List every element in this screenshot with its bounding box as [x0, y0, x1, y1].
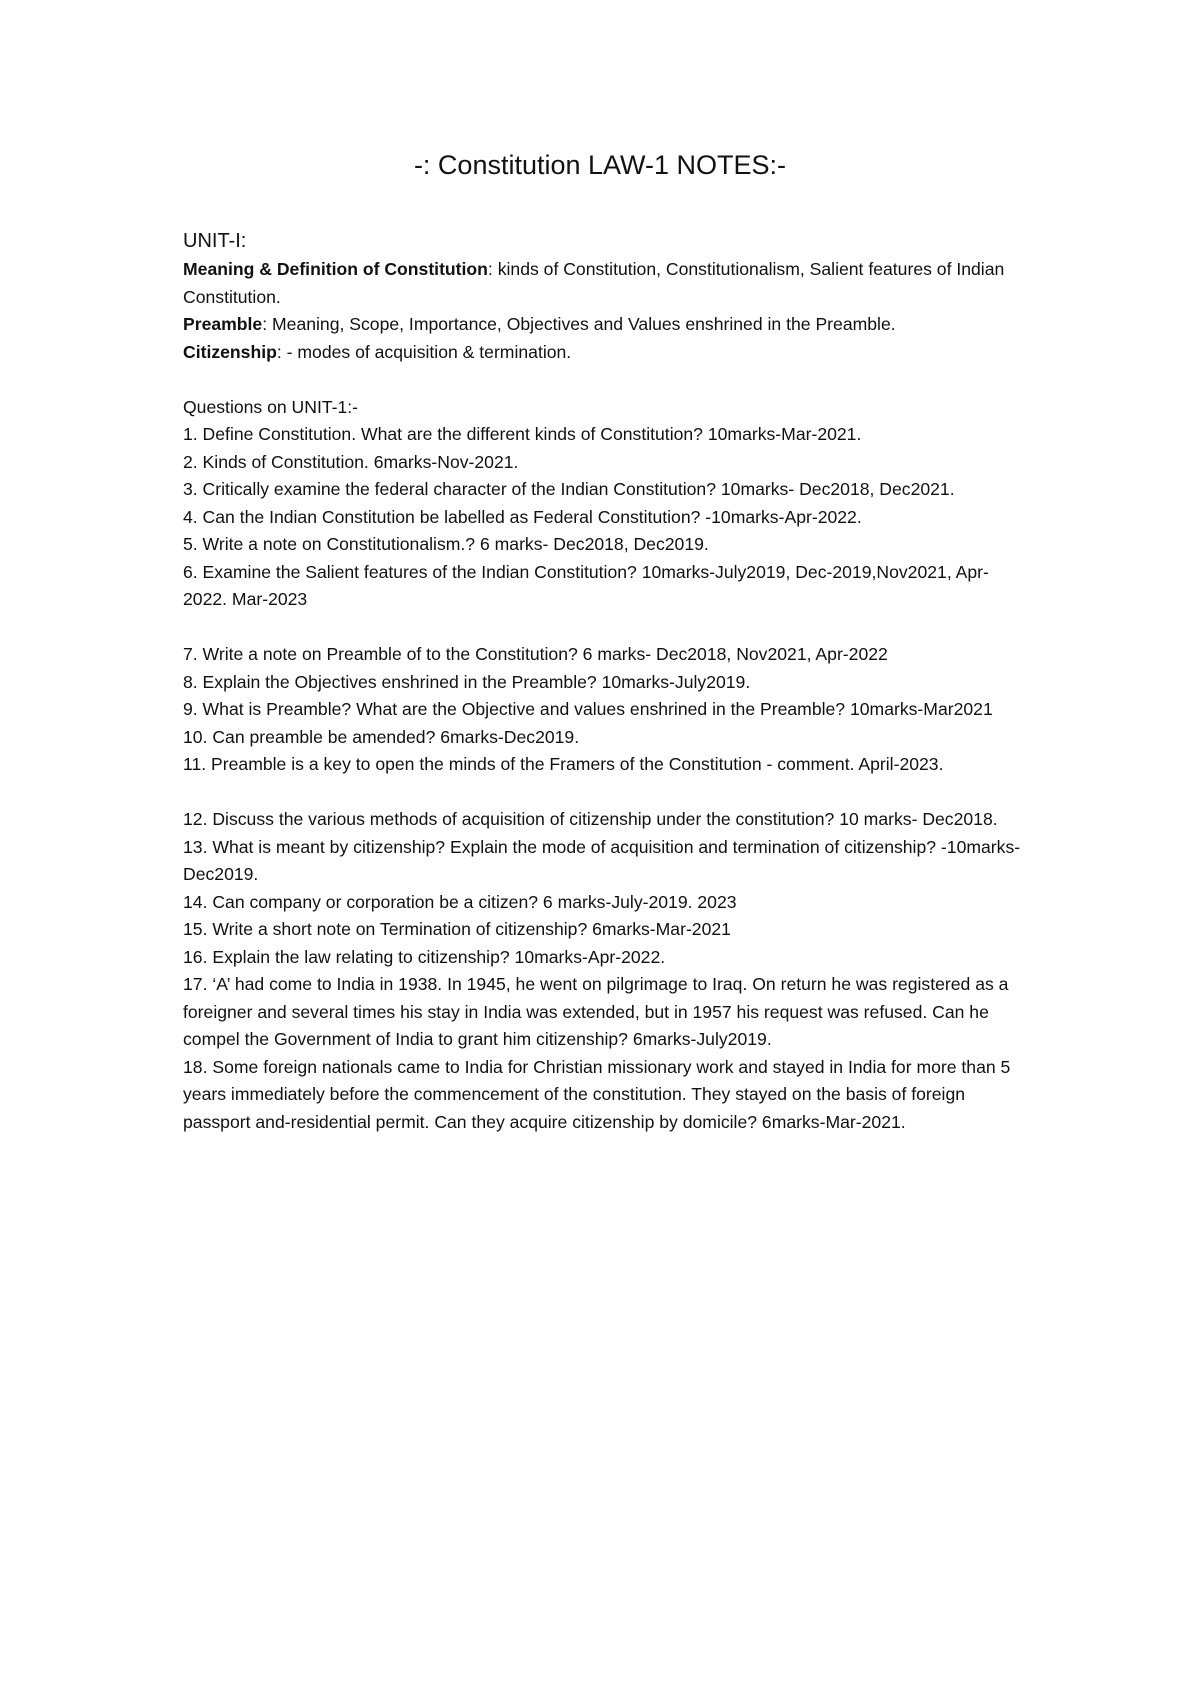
question-item: 8. Explain the Objectives enshrined in the Preamble? 10marks-July2019.: [183, 671, 751, 692]
unit-heading: UNIT-I:: [183, 230, 247, 252]
spacer: [183, 366, 1023, 394]
topic-definition: [183, 256, 1023, 311]
question-item: 14. Can company or corporation be a citizen? 6 marks-July-2019. 2023: [183, 891, 737, 912]
question-item: 2. Kinds of Constitution. 6marks-Nov-2021.: [183, 451, 519, 472]
question-item: 13. What is meant by citizenship? Explain the mode of acquisition and termination of citizenship? -10marks-Dec2019.: [183, 836, 1021, 884]
topic-text: Meaning, Scope, Importance, Objectives and Values enshrined in the Preamble.: [267, 314, 896, 334]
question-item: 9. What is Preamble? What are the Objective and values enshrined in the Preamble? 10marks-Mar2021: [183, 699, 993, 719]
topic-citizenship: [183, 339, 1023, 367]
topic-label: Citizenship: [183, 341, 277, 362]
topic-text: modes of acquisition & termination.: [292, 341, 572, 362]
topic-preamble: [183, 311, 1023, 339]
question-group-preamble: [183, 641, 1023, 779]
topic-separator: :: [262, 314, 268, 334]
question-item: 16. Explain the law relating to citizenship? 10marks-Apr-2022.: [183, 946, 666, 967]
topic-label: Meaning & Definition of Constitution: [183, 259, 488, 279]
question-item: 5. Write a note on Constitutionalism.? 6 marks- Dec2018, Dec2019.: [183, 534, 709, 554]
question-item: 1. Define Constitution. What are the different kinds of Constitution? 10marks-Mar-2021.: [183, 424, 862, 444]
questions-heading: Questions on UNIT-1:-: [183, 396, 359, 417]
question-item: 3. Critically examine the federal character of the Indian Constitution? 10marks- Dec2018, Dec2021.: [183, 479, 955, 499]
question-item: 12. Discuss the various methods of acquisition of citizenship under the constitution? 10 marks- Dec2018.: [183, 809, 998, 829]
question-item: 10. Can preamble be amended? 6marks-Dec2019.: [183, 726, 580, 747]
page-title: -: Constitution LAW-1 NOTES:-: [413, 150, 787, 180]
spacer: [183, 779, 1023, 807]
question-item: 6. Examine the Salient features of the Indian Constitution? 10marks-July2019, Dec-2019,Nov2021, Apr-2022. Mar-2023: [183, 561, 989, 609]
topic-label: Preamble: [183, 314, 263, 334]
topic-separator: :: [487, 259, 493, 279]
question-item: 18. Some foreign nationals came to India for Christian missionary work and stayed in India for more than 5 years immediately before the commencement of the constitution. They stayed on the basis of foreign passport and-residential permit. Can they acquire citizenship by domicile? 6marks-Mar-2021.: [183, 1056, 1011, 1132]
document-body: [183, 226, 1023, 1136]
question-item: 7. Write a note on Preamble of to the Constitution? 6 marks- Dec2018, Nov2021, Apr-2022: [183, 644, 888, 664]
question-item: 17. ‘A’ had come to India in 1938. In 1945, he went on pilgrimage to Iraq. On return he was registered as a foreigner and several times his stay in India was extended, but in 1957 his request was refused. Can he compel the Government of India to grant him citizenship? 6marks-July2019.: [183, 974, 1009, 1049]
question-item: 11. Preamble is a key to open the minds of the Framers of the Constitution - comment. April-2023.: [183, 754, 944, 774]
question-item: 4. Can the Indian Constitution be labelled as Federal Constitution? -10marks-Apr-2022.: [183, 506, 862, 527]
topic-separator: : -: [276, 341, 293, 362]
question-group-constitution: [183, 421, 1023, 614]
topic-text: kinds of Constitution, Constitutionalism, Salient features of Indian Constitution.: [183, 259, 1005, 307]
question-group-citizenship: [183, 806, 1023, 1136]
question-item: 15. Write a short note on Termination of citizenship? 6marks-Mar-2021: [183, 919, 731, 939]
spacer: [183, 614, 1023, 642]
